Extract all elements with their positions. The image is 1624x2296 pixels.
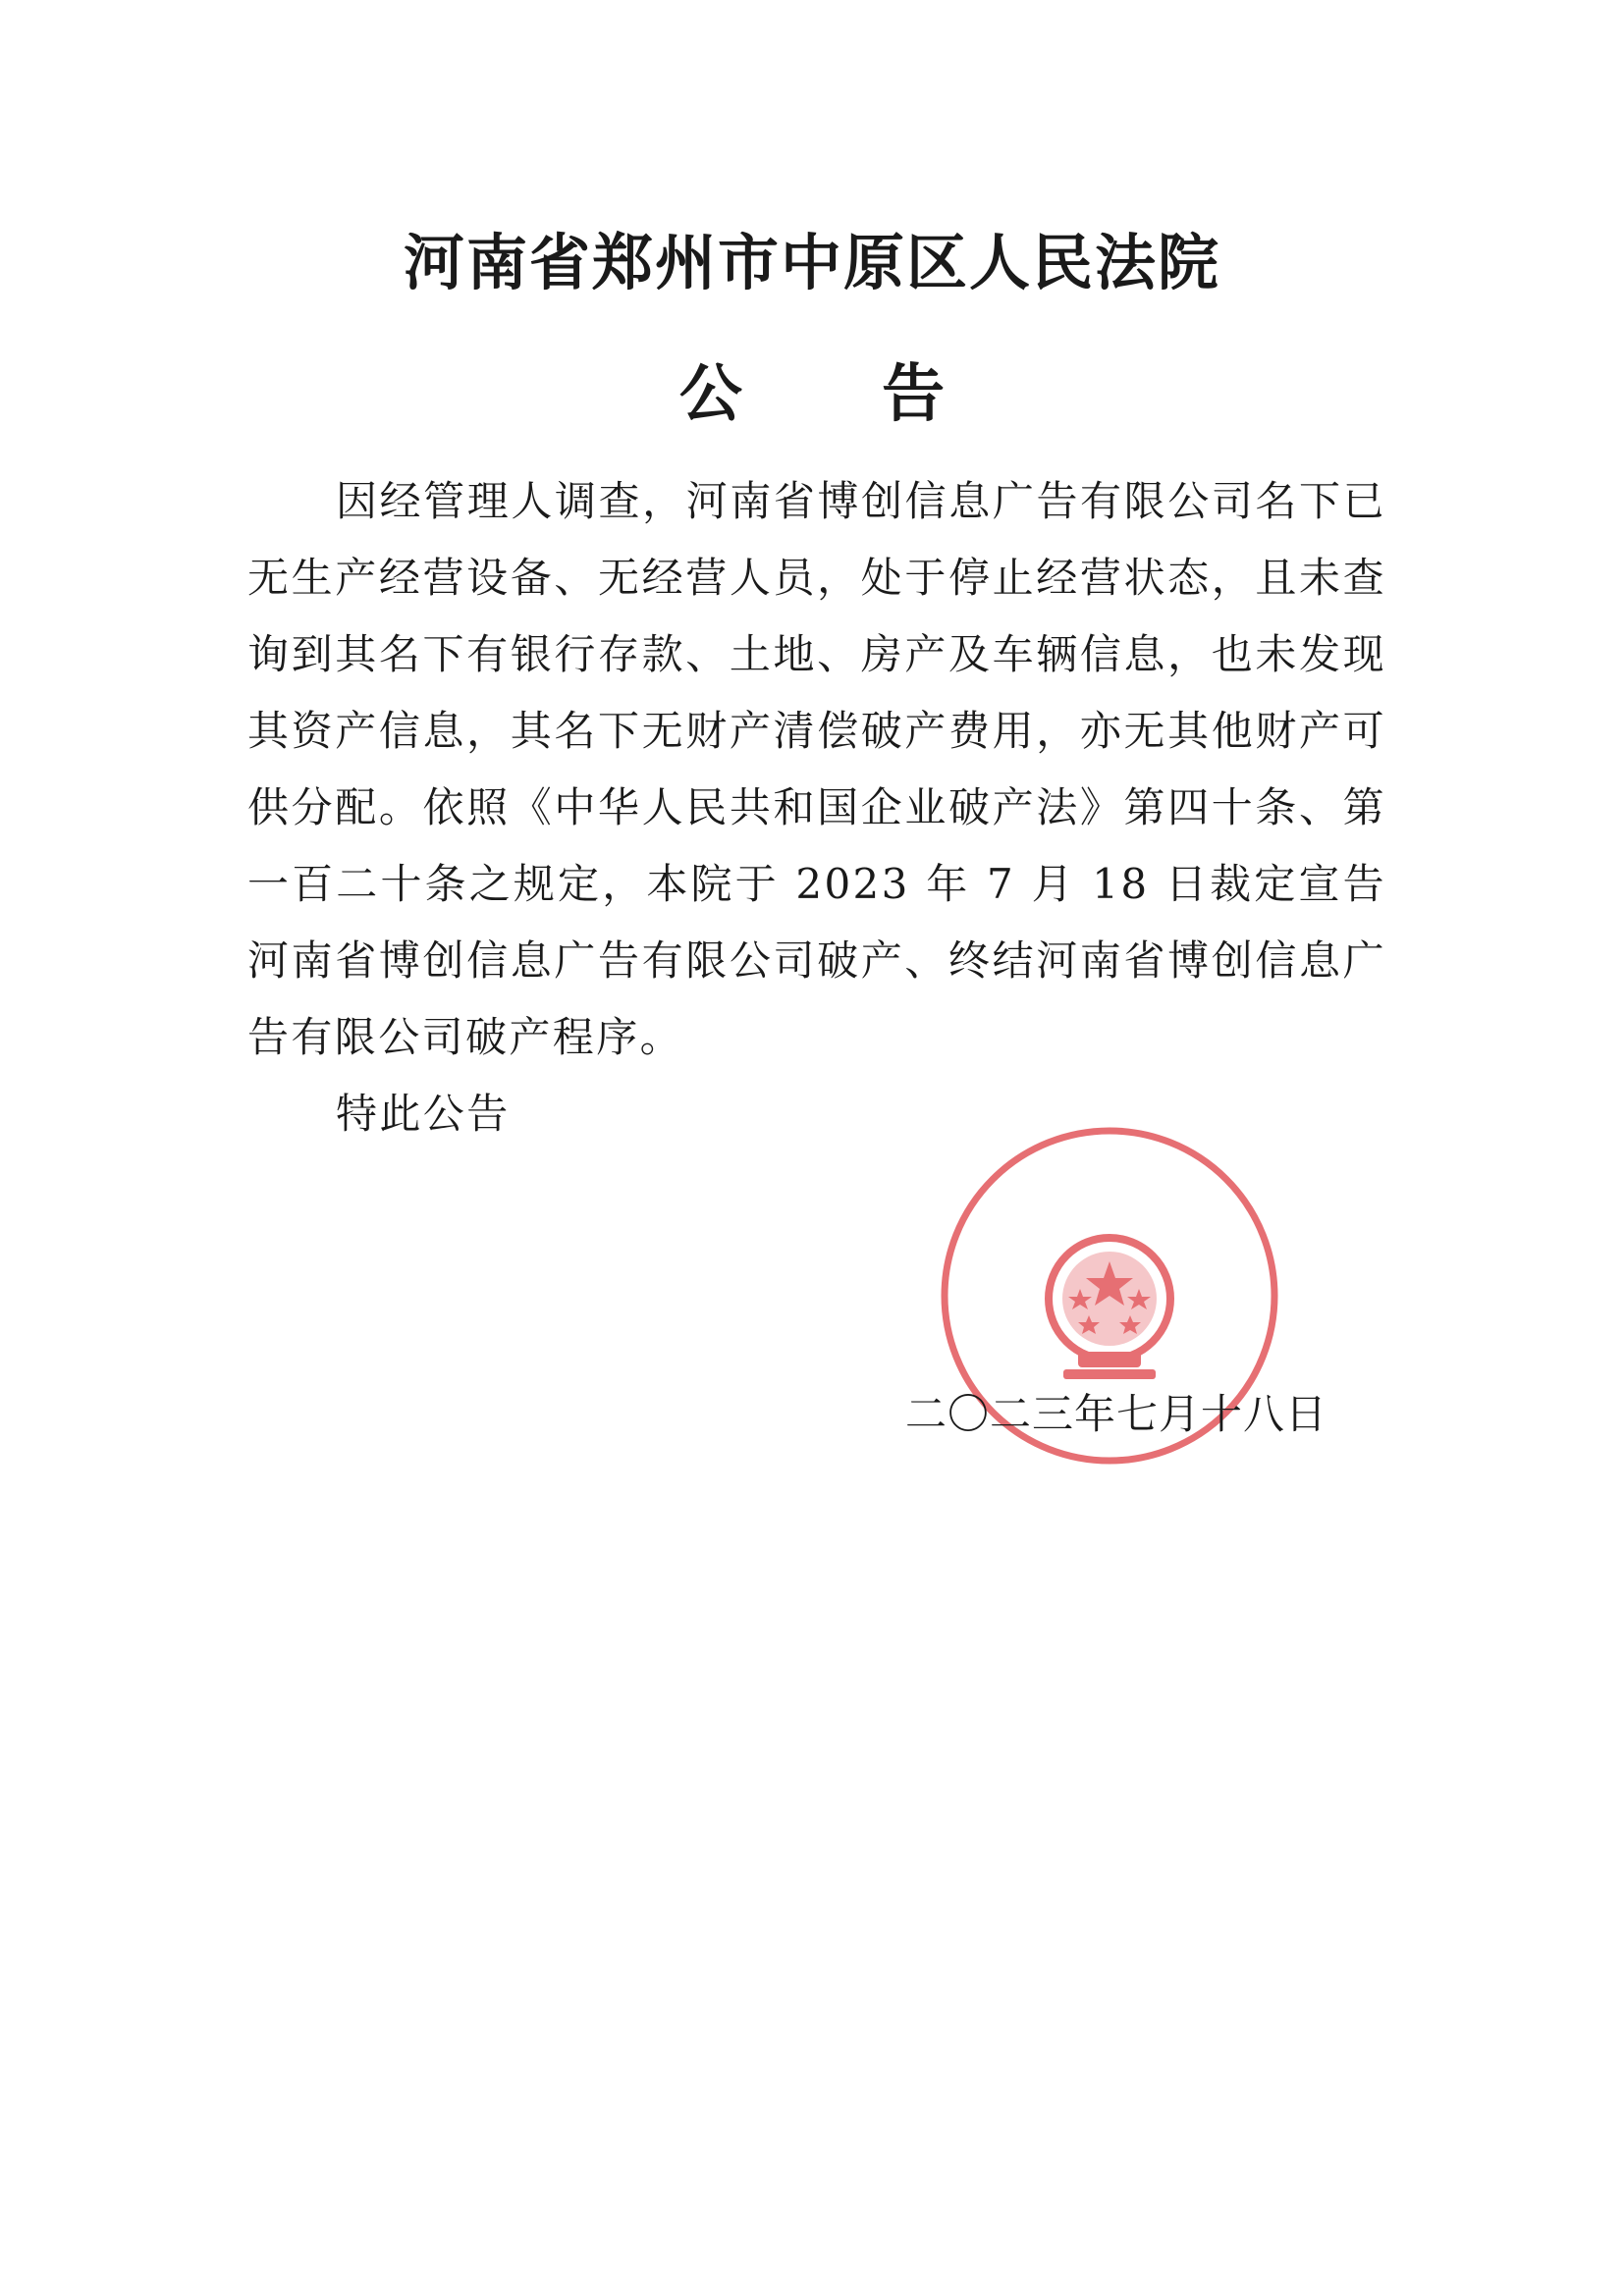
notice-title: 公 告 bbox=[678, 357, 1004, 431]
court-title: 河南省郑州市中原区人民法院 bbox=[403, 227, 1220, 298]
notice-date: 二〇二三年七月十八日 bbox=[905, 1390, 1328, 1438]
notice-body-paragraph: 因经管理人调查，河南省博创信息广告有限公司名下已无生产经营设备、无经营人员，处于停止经营状态，且未查询到其名下有银行存款、土地、房产及车辆信息，也未发现其资产信息，其名下无财产清偿破产费用，亦无其他财产可供分配。依照《中华人民共和国企业破产法》第四十条、第一百二十条之规定，本院于 2023 年 7 月 18 日裁定宣告河南省博创信息广告有限公司破产、终结河南省博创信息广告有限公司破产程序。 bbox=[247, 477, 1386, 1061]
national-emblem-icon bbox=[1049, 1238, 1170, 1379]
closing-phrase: 特此公告 bbox=[336, 1090, 511, 1138]
